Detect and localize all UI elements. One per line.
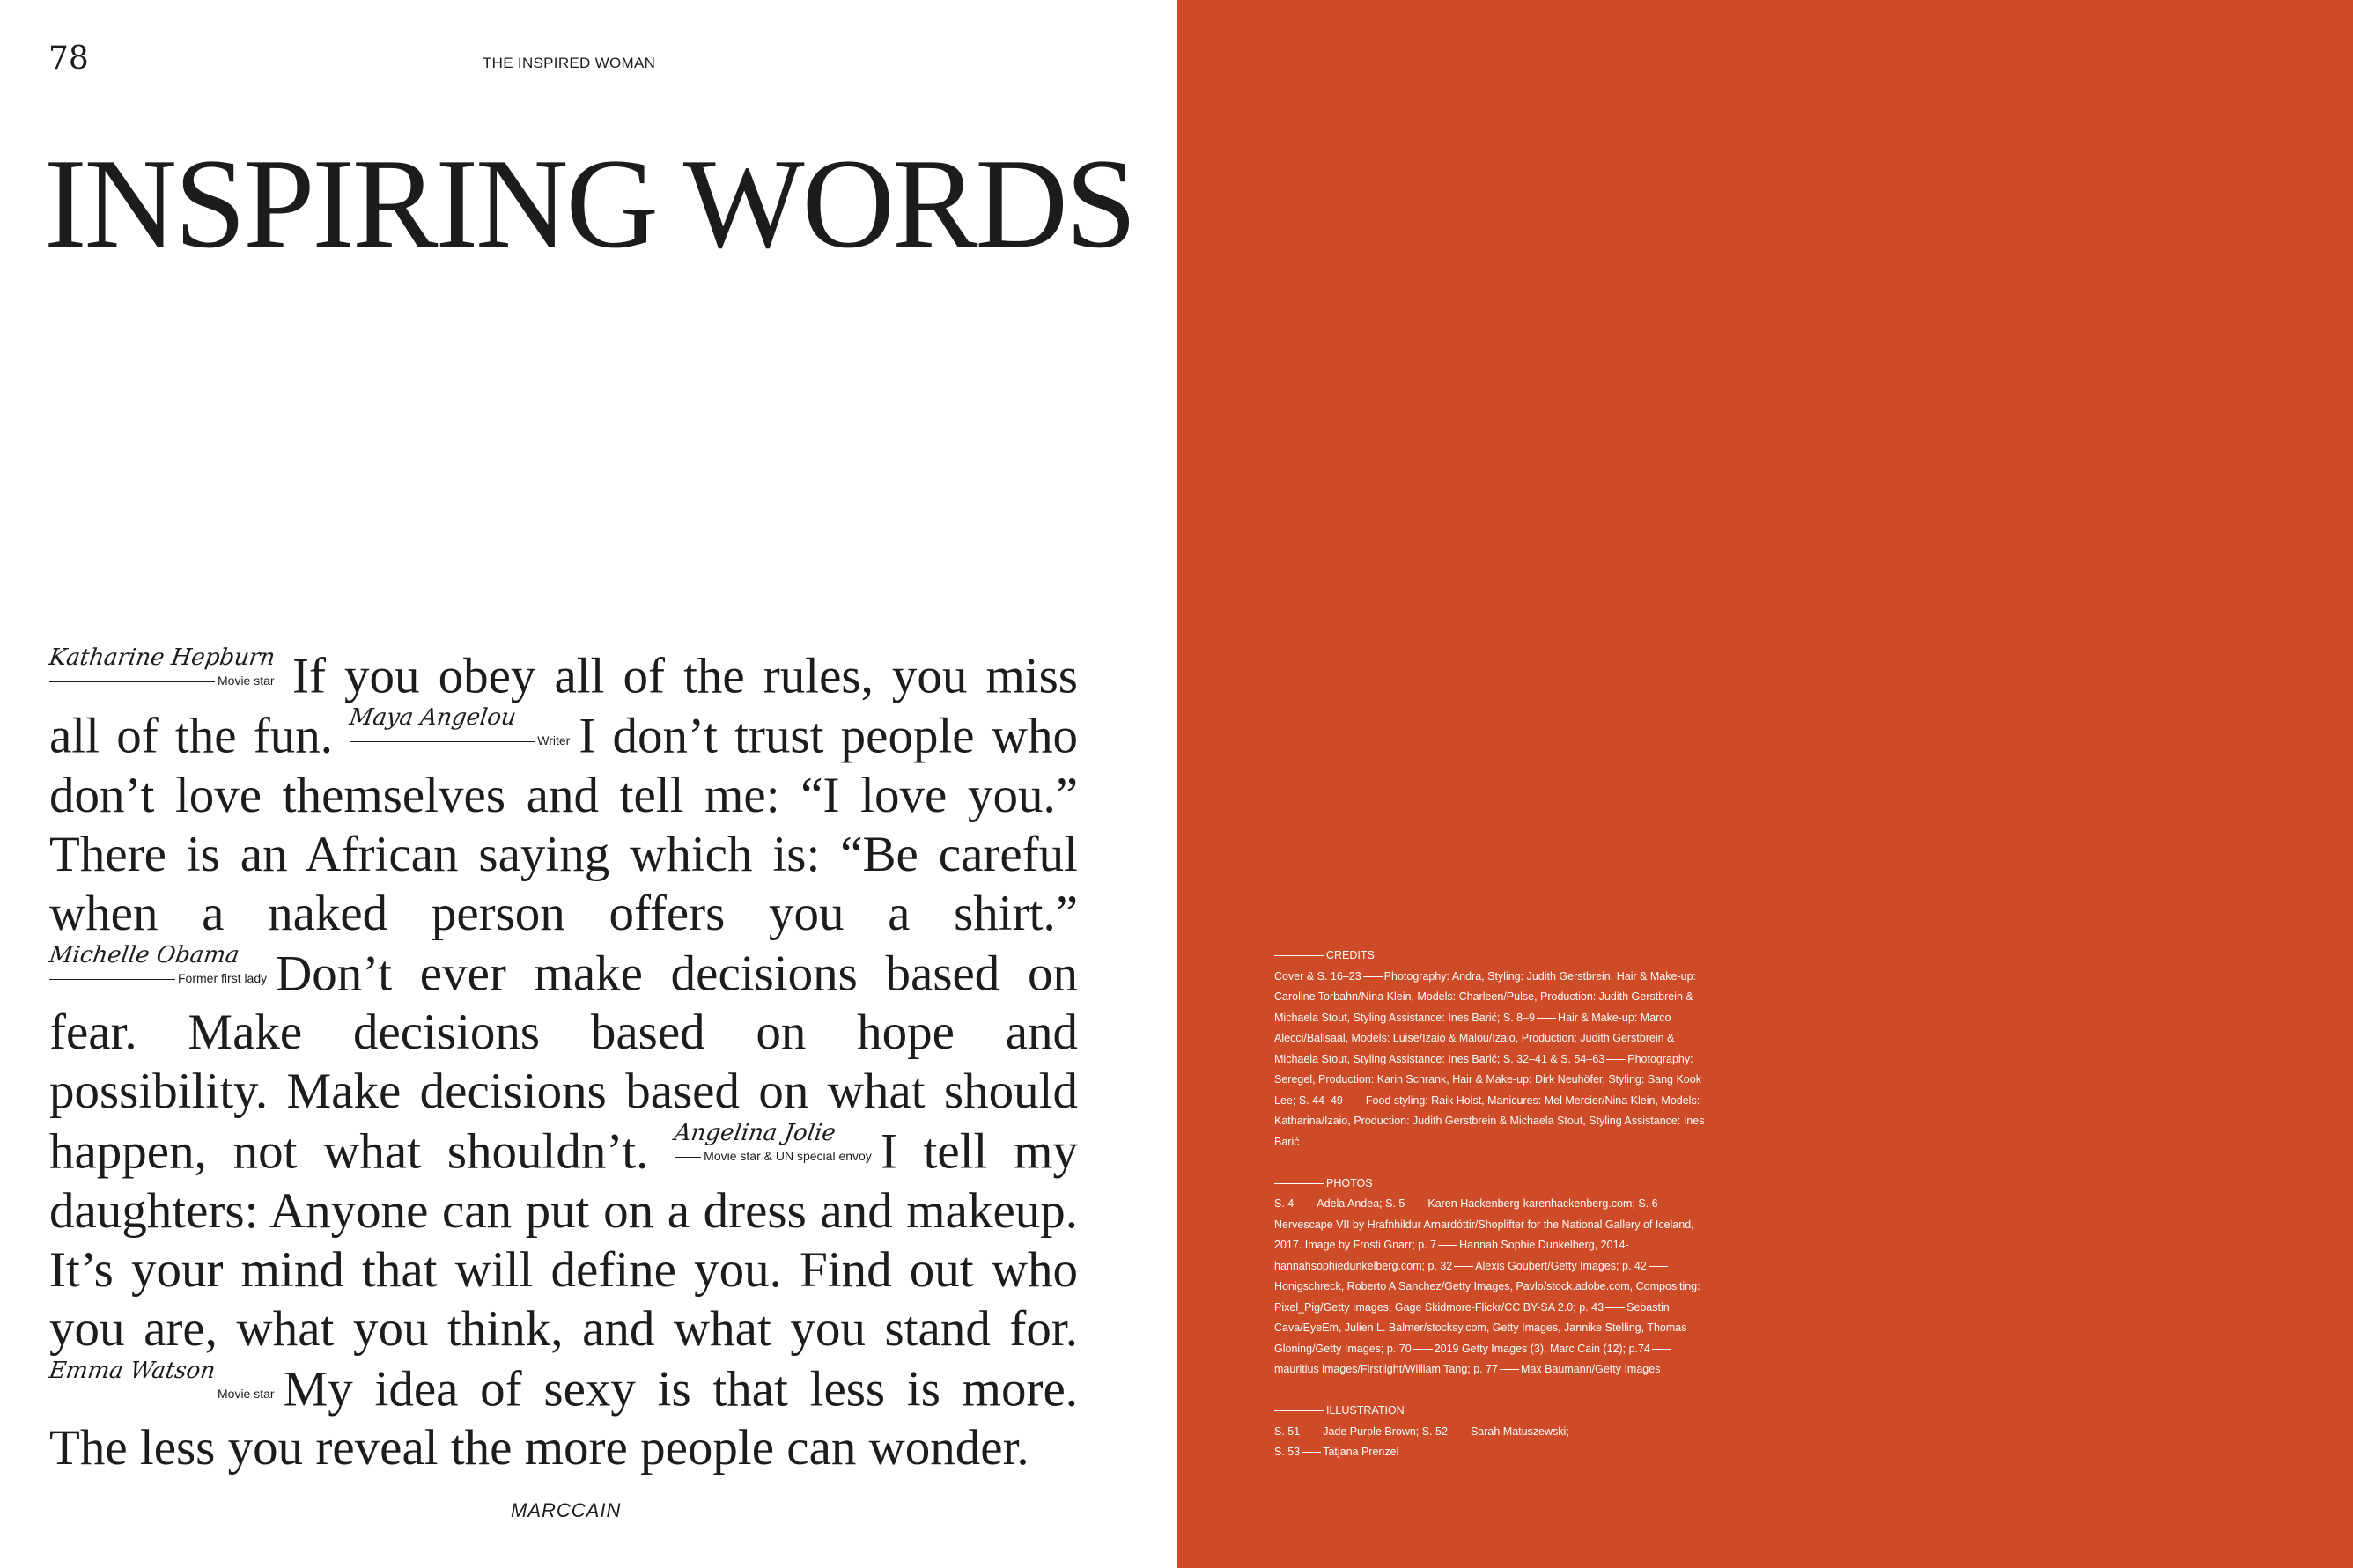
quote-text: My idea of sexy is that less is more. The less you reveal the more people can wonder. xyxy=(49,1360,1078,1476)
section-body: S. 51 Jade Purple Brown; S. 52 Sarah Matuszewski; S. 53 Tatjana Prenzel xyxy=(1274,1424,1569,1458)
quote-text: If you obey all of the rules, you miss all of the fun. xyxy=(49,648,1078,764)
dash-rule xyxy=(1274,1183,1324,1184)
page-title: INSPIRING WORDS xyxy=(44,132,1135,275)
photos-section xyxy=(1274,1174,1706,1380)
quote-attribution xyxy=(47,1357,275,1401)
signature: Michelle Obama xyxy=(47,941,241,968)
running-head: THE INSPIRED WOMAN xyxy=(483,55,656,71)
attribution-rule xyxy=(675,1157,701,1158)
quotes-block xyxy=(49,645,1078,1477)
quote-attribution xyxy=(47,941,268,985)
attribution-role: Writer xyxy=(537,733,571,748)
page-number: 78 xyxy=(48,40,89,77)
attribution-role: Movie star xyxy=(218,1386,275,1401)
illustration-section xyxy=(1274,1401,1706,1463)
credits-panel xyxy=(1274,946,1706,1483)
attribution-rule xyxy=(350,741,535,742)
section-body: S. 4 Adela Andea; S. 5 Karen Hackenberg-karenhackenberg.com; S. 6Nervescape VII by Hrafnhildur Arnardóttir/Shoplifter for the National Gallery of Iceland, 2017. Image by Frosti Gnarr; p. 7 Hannah Sophie Dunkelberg, 2014-hannahsophiedunkelberg.com; p. 32 Alexis Goubert/Getty Images; p. 42Honigschreck, Roberto A Sanchez/Getty Images, Pavlo/stock.adobe.com, Compositing: Pixel_Pig/Getty Images, Gage Skidmore-Flickr/CC BY-SA 2.0; p. 43 Sebastin Cava/EyeEm, Julien L. Balmer/stocksy.com, Getty Images, Jannike Stelling, Thomas Gloning/Getty Images; p. 70 2019 Getty Images (3), Marc Cain (12); p.74mauritius images/Firstlight/William Tang; p. 77 Max Baumann/Getty Images xyxy=(1274,1197,1700,1375)
attribution-role: Former first lady xyxy=(178,970,268,985)
dash-rule xyxy=(1274,1410,1324,1411)
quote-attribution xyxy=(673,1120,872,1164)
attribution-rule xyxy=(49,681,215,682)
signature: Maya Angelou xyxy=(348,704,519,732)
section-body: Cover & S. 16–23 Photography: Andra, Styling: Judith Gerstbrein, Hair & Make-up: Caroline Torbahn/Nina Klein, Models: Charleen/Pulse, Production: Judith Gerstbrein & Michaela Stout, Styling Assistance: Ines Barić; S. 8–9 Hair & Make-up: Marco Alecci/Ballsaal, Models: Luise/Izaio & Malou/Izaio, Production: Judith Gerstbrein & Michaela Stout, Styling Assistance: Ines Barić; S. 32–41 & S. 54–63 Photography: Seregel, Production: Karin Schrank, Hair & Make-up: Dirk Neuhöfer, Styling: Sang Kook Lee; S. 44–49 Food styling: Raik Holst, Manicures: Mel Mercier/Nina Klein, Models: Katharina/Izaio, Production: Judith Gerstbrein & Michaela Stout, Styling Assistance: Ines Barić xyxy=(1274,969,1705,1148)
signature: Angelina Jolie xyxy=(673,1120,838,1147)
attribution-role: Movie star xyxy=(218,674,275,688)
quote-text: I tell my daughters: Anyone can put on a dress and makeup. It’s your mind that will define you. Find out who you are, what you think, and what you stand for. xyxy=(49,1123,1078,1357)
dash-rule xyxy=(1274,955,1324,956)
quote-text: I don’t trust people who don’t love themselves and tell me: “I love you.” There is an African saying which is: “Be careful when a naked person offers you a shirt.” xyxy=(49,708,1078,941)
attribution-role: Movie star & UN special envoy xyxy=(704,1149,872,1164)
section-heading: ILLUSTRATION xyxy=(1274,1401,1706,1422)
attribution-rule xyxy=(49,979,175,980)
signature: Emma Watson xyxy=(47,1357,218,1384)
brand-logo: MARCCAIN xyxy=(511,1499,622,1521)
section-heading: CREDITS xyxy=(1274,946,1706,967)
credits-section xyxy=(1274,946,1706,1152)
quote-attribution xyxy=(348,704,571,748)
quote-attribution xyxy=(47,644,284,688)
signature: Katharine Hepburn xyxy=(47,644,277,671)
left-page xyxy=(0,0,1176,1568)
section-heading: PHOTOS xyxy=(1274,1174,1706,1195)
quote-text: Don’t ever make decisions based on fear. Make decisions based on hope and possibility. Make decisions based on what should happen, not what shouldn’t. xyxy=(49,946,1078,1180)
